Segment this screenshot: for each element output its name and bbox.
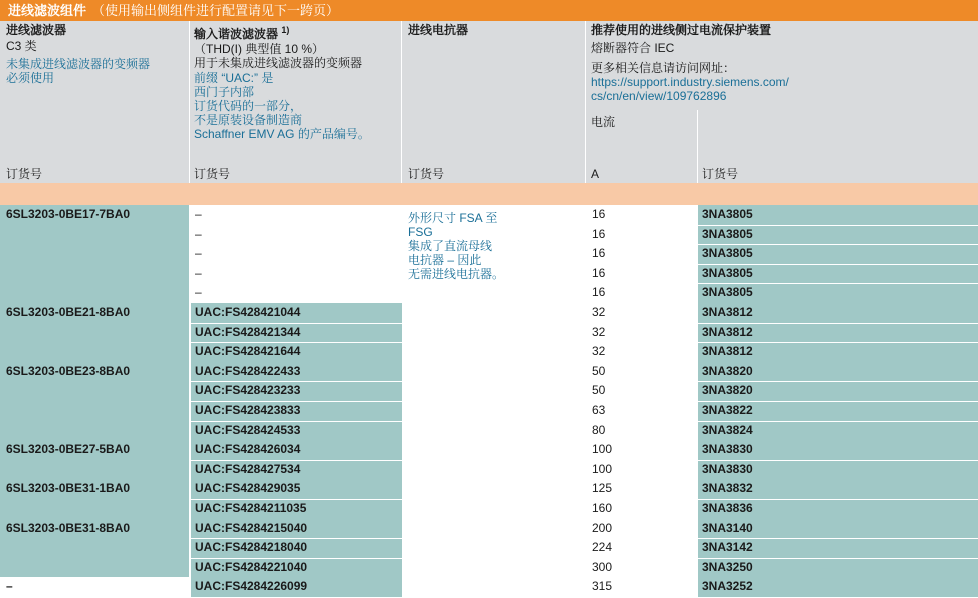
header-protection-current-label: 电流 <box>591 115 616 129</box>
header-harmonic-filter-note-4: 不是原装设备制造商 <box>194 113 303 127</box>
banner-subtitle: （使用输出侧组件进行配置请见下一跨页） <box>92 3 340 18</box>
header-line-filter-unit: 订货号 <box>6 167 43 181</box>
section-band <box>0 183 978 205</box>
rated-current: 32 <box>592 344 606 359</box>
row-divider <box>190 499 402 500</box>
header-harmonic-filter-unit: 订货号 <box>194 167 231 181</box>
rated-current: 32 <box>592 324 606 339</box>
header-line-reactor <box>402 21 585 183</box>
reactor-note-line-2: FSG <box>408 225 433 239</box>
reactor-note-line-3: 集成了直流母线 <box>408 239 493 253</box>
rated-current: 50 <box>592 383 606 398</box>
harmonic-filter-order-number: UAC:FS428426034 <box>191 440 402 460</box>
harmonic-filter-order-number: UAC:FS428429035 <box>191 479 402 499</box>
row-divider <box>190 323 402 324</box>
filter-order-number: 6SL3203-0BE17-7BA0 <box>0 205 189 303</box>
fuse-order-number: 3NA3805 <box>698 283 978 303</box>
harmonic-filter-order-number: UAC:FS428421644 <box>191 342 402 362</box>
row-divider <box>190 460 402 461</box>
header-line-filter-note-1: 未集成进线滤波器的变频器 <box>6 57 151 71</box>
filter-order-number: 6SL3203-0BE31-1BA0 <box>0 479 189 518</box>
fuse-order-number: 3NA3830 <box>698 460 978 480</box>
harmonic-filter-order-number: – <box>195 246 202 261</box>
header-protection-title: 推荐使用的进线侧过电流保护装置 <box>591 23 772 37</box>
header-harmonic-filter-note-1: 前缀 “UAC:” 是 <box>194 71 274 85</box>
header-line-reactor-title: 进线电抗器 <box>408 23 469 37</box>
header-line-filter-class: C3 类 <box>6 39 37 53</box>
section-banner <box>0 0 978 21</box>
fuse-order-number: 3NA3812 <box>698 303 978 323</box>
filter-order-number: 6SL3203-0BE23-8BA0 <box>0 362 189 440</box>
harmonic-filter-order-number: UAC:FS428423233 <box>191 381 402 401</box>
header-protection-current-unit: A <box>591 167 600 181</box>
fuse-order-number: 3NA3805 <box>698 264 978 284</box>
row-divider <box>190 264 402 265</box>
filter-order-number: – <box>6 579 13 594</box>
fuse-order-number: 3NA3820 <box>698 381 978 401</box>
banner-title: 进线滤波组件 <box>8 3 87 18</box>
header-line-reactor-unit: 订货号 <box>408 167 445 181</box>
harmonic-filter-order-number: – <box>195 285 202 300</box>
row-divider <box>190 558 402 559</box>
harmonic-filter-order-number: UAC:FS428422433 <box>191 362 402 382</box>
row-divider <box>190 225 402 226</box>
fuse-order-number: 3NA3832 <box>698 479 978 499</box>
row-divider <box>586 323 978 324</box>
harmonic-filter-order-number: UAC:FS428427534 <box>191 460 402 480</box>
rated-current: 16 <box>592 265 606 280</box>
filter-order-number: 6SL3203-0BE21-8BA0 <box>0 303 189 362</box>
row-divider <box>190 538 402 539</box>
header-harmonic-filter-note-3: 订货代码的一部分， <box>194 99 303 113</box>
rated-current: 100 <box>592 461 613 476</box>
header-harmonic-filter-line-2: 用于未集成进线滤波器的变频器 <box>194 56 363 70</box>
fuse-order-number: 3NA3805 <box>698 205 978 225</box>
header-line-filter-note-2: 必须使用 <box>6 71 55 85</box>
header-protection-more-info: 更多相关信息请访问网址： <box>591 61 736 75</box>
filter-order-number: 6SL3203-0BE31-8BA0 <box>0 519 189 578</box>
row-divider <box>586 283 978 284</box>
row-divider <box>586 244 978 245</box>
harmonic-filter-order-number: UAC:FS4284215040 <box>191 519 402 539</box>
fuse-order-number: 3NA3822 <box>698 401 978 421</box>
reactor-note <box>408 211 523 281</box>
row-divider <box>586 381 978 382</box>
fuse-order-number: 3NA3805 <box>698 244 978 264</box>
row-divider <box>586 499 978 500</box>
fuse-order-number: 3NA3142 <box>698 538 978 558</box>
row-divider <box>586 342 978 343</box>
header-harmonic-filter <box>190 21 401 183</box>
reactor-note-line-1: 外形尺寸 FSA 至 <box>408 211 498 225</box>
row-divider <box>190 244 402 245</box>
rated-current: 16 <box>592 246 606 261</box>
row-divider <box>190 342 402 343</box>
header-harmonic-filter-note-5: Schaffner EMV AG 的产品编号。 <box>194 127 370 141</box>
header-protection-url-1[interactable]: https://support.industry.siemens.com/ <box>591 75 789 89</box>
header-harmonic-filter-title: 输入谐波滤波器 <box>194 27 279 41</box>
harmonic-filter-order-number: UAC:FS428421044 <box>191 303 402 323</box>
header-line-filter-title: 进线滤波器 <box>6 23 67 37</box>
filter-order-number: 6SL3203-0BE27-5BA0 <box>0 440 189 479</box>
harmonic-filter-order-number: UAC:FS428421344 <box>191 323 402 343</box>
rated-current: 32 <box>592 305 606 319</box>
rated-current: 315 <box>592 579 613 594</box>
rated-current: 80 <box>592 422 606 437</box>
harmonic-filter-order-number: UAC:FS4284226099 <box>191 577 402 597</box>
row-divider <box>190 283 402 284</box>
reactor-note-line-5: 无需进线电抗器。 <box>408 267 505 281</box>
row-divider <box>586 538 978 539</box>
header-overcurrent-protection <box>586 21 978 183</box>
header-line-filter <box>0 21 189 183</box>
harmonic-filter-order-number: UAC:FS4284221040 <box>191 558 402 578</box>
fuse-order-number: 3NA3812 <box>698 323 978 343</box>
rated-current: 224 <box>592 540 613 555</box>
rated-current: 16 <box>592 285 606 300</box>
fuse-order-number: 3NA3805 <box>698 225 978 245</box>
harmonic-filter-order-number: UAC:FS428423833 <box>191 401 402 421</box>
fuse-order-number: 3NA3820 <box>698 362 978 382</box>
footnote-marker: 1) <box>281 25 290 35</box>
rated-current: 200 <box>592 520 613 535</box>
rated-current: 50 <box>592 363 606 378</box>
header-harmonic-filter-title-row <box>194 23 397 41</box>
header-harmonic-filter-note-2: 西门子内部 <box>194 85 255 99</box>
header-harmonic-filter-line-1: （THD(I) 典型值 10 %） <box>194 42 325 56</box>
fuse-order-number: 3NA3836 <box>698 499 978 519</box>
harmonic-filter-order-number: – <box>195 207 202 221</box>
row-divider <box>586 421 978 422</box>
row-divider <box>190 381 402 382</box>
rated-current: 300 <box>592 559 613 574</box>
header-protection-url-2[interactable]: cs/cn/en/view/109762896 <box>591 89 727 103</box>
harmonic-filter-order-number: UAC:FS4284211035 <box>191 499 402 519</box>
harmonic-filter-order-number: UAC:FS428424533 <box>191 421 402 441</box>
harmonic-filter-order-number: UAC:FS4284218040 <box>191 538 402 558</box>
harmonic-filter-order-number: – <box>195 265 202 280</box>
rated-current: 16 <box>592 207 606 221</box>
row-divider <box>586 558 978 559</box>
fuse-order-number: 3NA3812 <box>698 342 978 362</box>
fuse-order-number: 3NA3830 <box>698 440 978 460</box>
row-divider <box>586 460 978 461</box>
rated-current: 125 <box>592 481 613 496</box>
row-divider <box>586 264 978 265</box>
row-divider <box>190 421 402 422</box>
fuse-order-number: 3NA3824 <box>698 421 978 441</box>
rated-current: 16 <box>592 226 606 241</box>
fuse-order-number: 3NA3250 <box>698 558 978 578</box>
reactor-note-line-4: 电抗器 – 因此 <box>408 253 482 267</box>
row-divider <box>586 401 978 402</box>
rated-current: 63 <box>592 403 606 417</box>
row-divider <box>190 401 402 402</box>
rated-current: 160 <box>592 501 613 515</box>
harmonic-filter-order-number: – <box>195 226 202 241</box>
rated-current: 100 <box>592 442 613 457</box>
header-protection-fuse-standard: 熔断器符合 IEC <box>591 41 675 55</box>
fuse-order-number: 3NA3252 <box>698 577 978 597</box>
fuse-order-number: 3NA3140 <box>698 519 978 539</box>
header-subdivider <box>697 110 698 183</box>
row-divider <box>586 225 978 226</box>
header-protection-fuse-unit: 订货号 <box>702 167 739 181</box>
